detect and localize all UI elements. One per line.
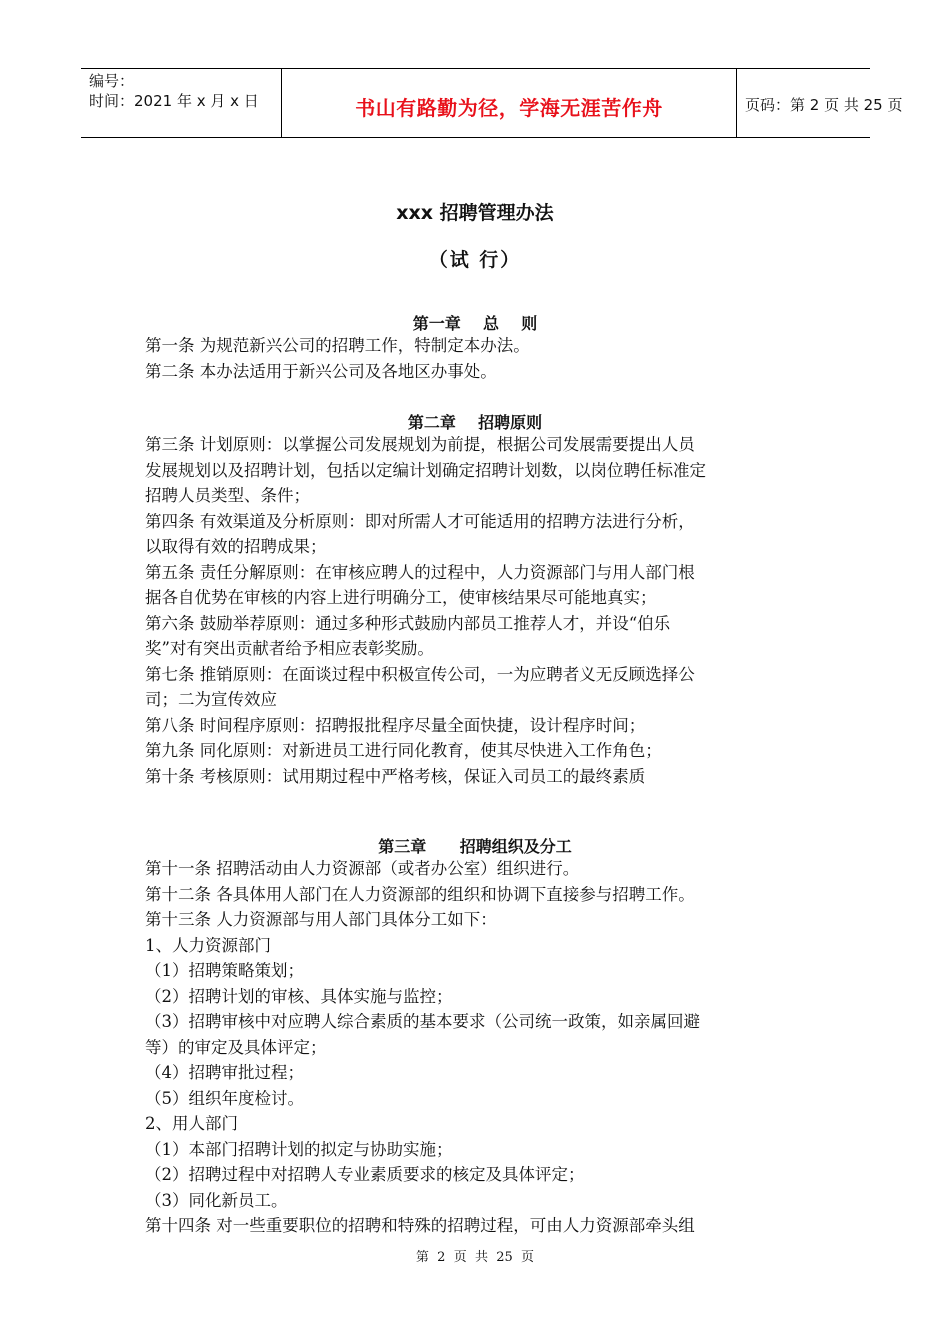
clause-line: 第九条 同化原则：对新进员工进行同化教育，使其尽快进入工作角色； <box>145 741 662 760</box>
chapter-3-heading: 第三章 招聘组织及分工 <box>378 837 572 856</box>
chapter-1-heading: 第一章 总 则 <box>412 314 538 333</box>
header-motto-cell <box>281 69 737 137</box>
clause-line: 第五条 责任分解原则：在审核应聘人的过程中，人力资源部门与用人部门根 <box>145 562 695 582</box>
clause-line: 第十条 考核原则：试用期过程中严格考核，保证入司员工的最终素质 <box>145 766 646 786</box>
clause-line: 1、人力资源部门 <box>145 935 271 955</box>
clause-line: 第三条 计划原则：以掌握公司发展规划为前提，根据公司发展需要提出人员 <box>145 435 695 454</box>
clause-line: 发展规划以及招聘计划，包括以定编计划确定招聘计划数，以岗位聘任标准定 <box>145 460 706 480</box>
clause-line: 第一条 为规范新兴公司的招聘工作，特制定本办法。 <box>145 336 530 355</box>
chapter-2-body <box>145 432 809 789</box>
clause-line: 第四条 有效渠道及分析原则：即对所需人才可能适用的招聘方法进行分析， <box>145 511 695 531</box>
chapter-1-body <box>145 333 809 384</box>
clause-line: 第十一条 招聘活动由人力资源部（或者办公室）组织进行。 <box>145 859 580 878</box>
clause-line: 第十四条 对一些重要职位的招聘和特殊的招聘过程，可由人力资源部牵头组 <box>145 1216 695 1235</box>
clause-line: 招聘人员类型、条件； <box>145 486 310 505</box>
page-header <box>81 68 903 138</box>
clause-line: （2）招聘计划的审核、具体实施与监控； <box>145 986 453 1006</box>
clause-line: 司；二为宣传效应 <box>145 690 277 709</box>
clause-line: 第六条 鼓励举荐原则：通过多种形式鼓励内部员工推荐人才，并设“伯乐 <box>145 613 671 633</box>
clause-line: 第七条 推销原则：在面谈过程中积极宣传公司，一为应聘者义无反顾选择公 <box>145 664 695 684</box>
page-number-label: 页码：第 2 页 共 25 页 <box>745 96 903 114</box>
clause-line: （1）招聘策略策划； <box>145 961 304 980</box>
clause-line: （3）同化新员工。 <box>145 1190 288 1210</box>
page-footer: 第 2 页 共 25 页 <box>415 1250 535 1265</box>
clause-line: （2）招聘过程中对招聘人专业素质要求的核定及具体评定； <box>145 1165 585 1184</box>
clause-line: 以取得有效的招聘成果； <box>145 537 327 556</box>
clause-line: 第十二条 各具体用人部门在人力资源部的组织和协调下直接参与招聘工作。 <box>145 884 695 904</box>
clause-line: （5）组织年度检讨。 <box>145 1088 304 1108</box>
clause-line: （4）招聘审批过程； <box>145 1063 304 1082</box>
clause-line: 奖”对有突出贡献者给予相应表彰奖励。 <box>145 639 434 658</box>
motto-text: 书山有路勤为径，学海无涯苦作舟 <box>355 96 663 120</box>
clause-line: 第二条 本办法适用于新兴公司及各地区办事处。 <box>145 361 497 381</box>
clause-line: 第八条 时间程序原则：招聘报批程序尽量全面快捷，设计程序时间； <box>145 715 646 735</box>
clause-line: 第十三条 人力资源部与用人部门具体分工如下： <box>145 910 497 929</box>
document-subtitle: （试 行） <box>428 249 522 271</box>
clause-line: （1）本部门招聘计划的拟定与协助实施； <box>145 1139 453 1159</box>
header-info-cell <box>81 69 281 137</box>
number-label: 编号： <box>89 72 135 90</box>
header-page-cell <box>737 69 903 137</box>
chapter-3-body <box>145 856 809 1239</box>
clause-line: （3）招聘审核中对应聘人综合素质的基本要求（公司统一政策，如亲属回避 <box>145 1012 700 1031</box>
chapter-2-heading: 第二章 招聘原则 <box>407 413 543 432</box>
document-title: xxx 招聘管理办法 <box>396 202 554 224</box>
clause-line: 据各自优势在审核的内容上进行明确分工，使审核结果尽可能地真实； <box>145 588 657 607</box>
clause-line: 等）的审定及具体评定； <box>145 1037 327 1057</box>
time-label: 时间：2021 年 x 月 x 日 <box>89 92 259 110</box>
clause-line: 2、用人部门 <box>145 1114 238 1133</box>
